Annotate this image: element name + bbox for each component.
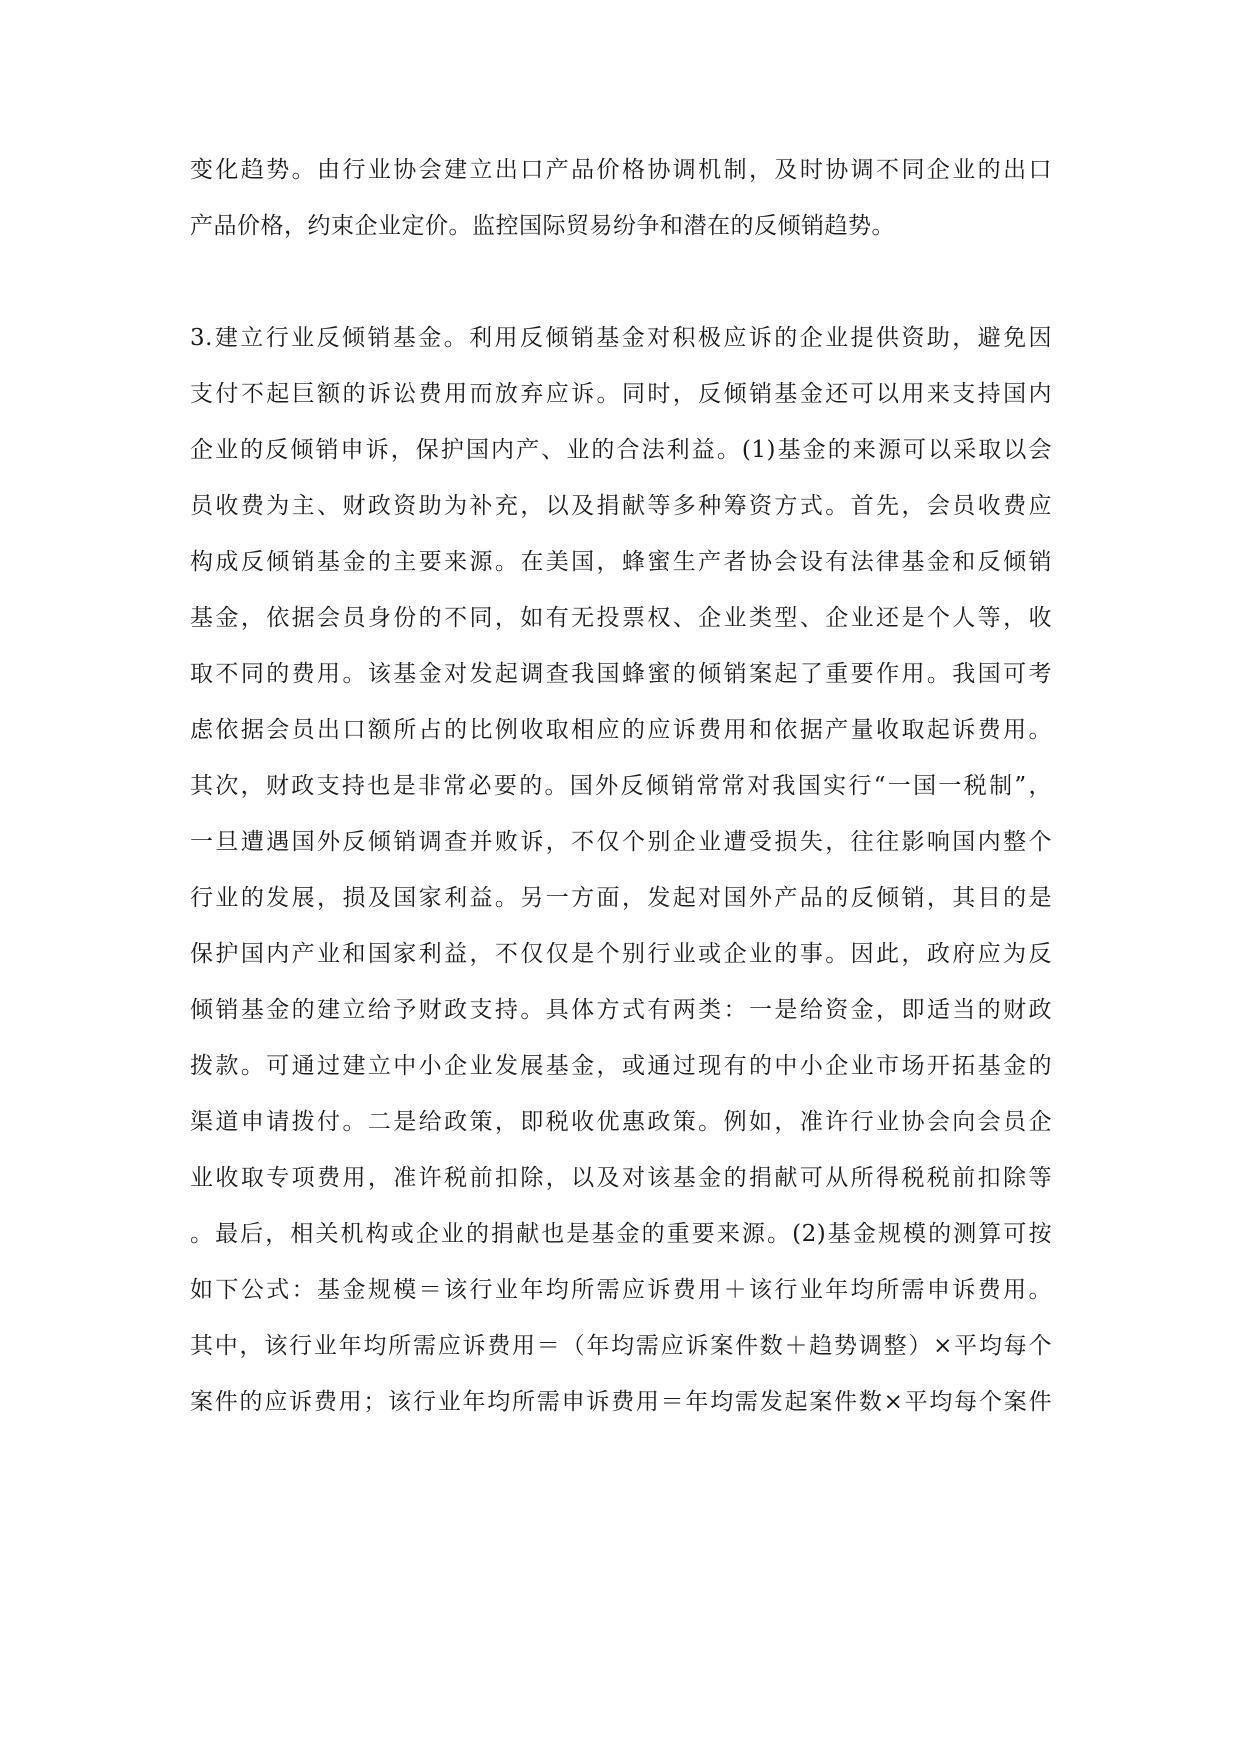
text-line: 案件的应诉费用；该行业年均所需申诉费用＝年均需发起案件数×平均每个案件	[190, 1389, 1052, 1415]
text-line: 基金，依据会员身份的不同，如有无投票权、企业类型、企业还是个人等，收	[190, 605, 1052, 631]
text-line: 其中，该行业年均所需应诉费用＝（年均需应诉案件数＋趋势调整）×平均每个	[190, 1333, 1052, 1359]
text-line: 构成反倾销基金的主要来源。在美国，蜂蜜生产者协会设有法律基金和反倾销	[190, 549, 1052, 575]
text-line: 企业的反倾销申诉，保护国内产、业的合法利益。(1)基金的来源可以采取以会	[190, 437, 1052, 463]
text-line: 渠道申请拨付。二是给政策，即税收优惠政策。例如，准许行业协会向会员企	[190, 1109, 1052, 1135]
text-line: 倾销基金的建立给予财政支持。具体方式有两类：一是给资金，即适当的财政	[190, 997, 1052, 1023]
text-line: 保护国内产业和国家利益，不仅仅是个别行业或企业的事。因此，政府应为反	[190, 941, 1052, 967]
text-line: 虑依据会员出口额所占的比例收取相应的应诉费用和依据产量收取起诉费用。	[190, 717, 1052, 743]
text-line: 如下公式：基金规模＝该行业年均所需应诉费用＋该行业年均所需申诉费用。	[190, 1277, 1052, 1303]
text-line: 拨款。可通过建立中小企业发展基金，或通过现有的中小企业市场开拓基金的	[190, 1053, 1052, 1079]
text-line: 业收取专项费用，准许税前扣除，以及对该基金的捐献可从所得税税前扣除等	[190, 1165, 1052, 1191]
text-line: 变化趋势。由行业协会建立出口产品价格协调机制，及时协调不同企业的出口	[190, 157, 1052, 183]
text-line: 其次，财政支持也是非常必要的。国外反倾销常常对我国实行“一国一税制”，	[190, 773, 1052, 799]
text-line: 3.建立行业反倾销基金。利用反倾销基金对积极应诉的企业提供资助，避免因	[190, 325, 1052, 351]
text-line: 。最后，相关机构或企业的捐献也是基金的重要来源。(2)基金规模的测算可按	[190, 1221, 1052, 1247]
text-line: 取不同的费用。该基金对发起调查我国蜂蜜的倾销案起了重要作用。我国可考	[190, 661, 1052, 687]
text-line: 行业的发展，损及国家利益。另一方面，发起对国外产品的反倾销，其目的是	[190, 885, 1052, 911]
text-line: 员收费为主、财政资助为补充，以及捐献等多种筹资方式。首先，会员收费应	[190, 493, 1052, 519]
text-line: 产品价格，约束企业定价。监控国际贸易纷争和潜在的反倾销趋势。	[190, 213, 895, 239]
text-line: 支付不起巨额的诉讼费用而放弃应诉。同时，反倾销基金还可以用来支持国内	[190, 381, 1052, 407]
text-line: 一旦遭遇国外反倾销调查并败诉，不仅个别企业遭受损失，往往影响国内整个	[190, 829, 1052, 855]
